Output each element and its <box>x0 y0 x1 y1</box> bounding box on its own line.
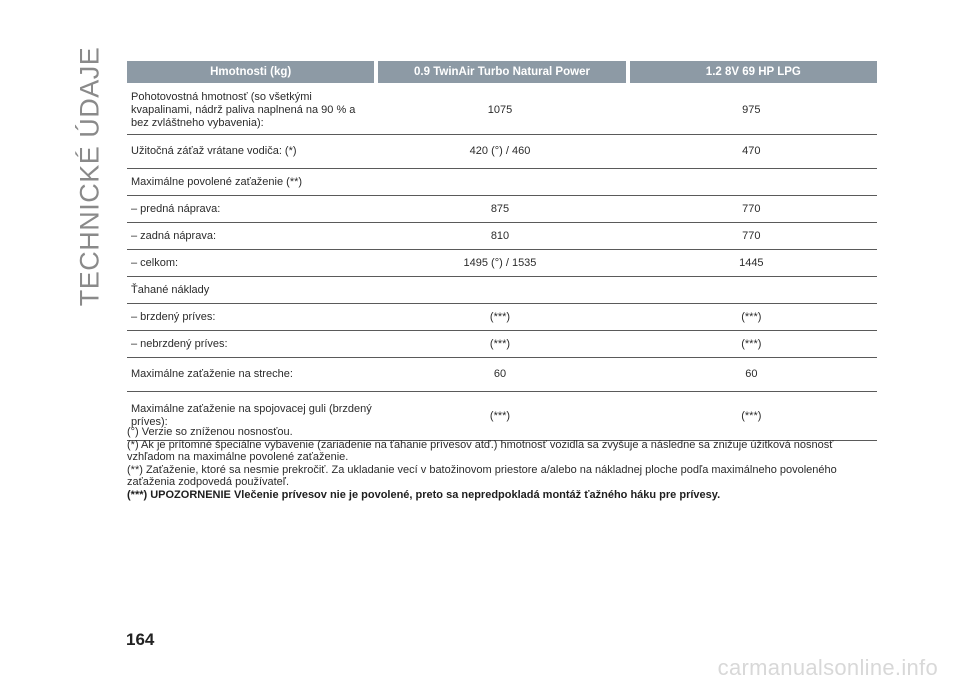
table-row <box>127 83 877 135</box>
header-twinair: 0.9 TwinAir Turbo Natural Power <box>378 61 625 83</box>
footnote: (*) Ak je prítomné špeciálne vybavenie (zariadenie na ťahanie prívesov atď.) hmotnosť vozidla sa zvyšuje a následne sa znižuje úžitková nosnosť vzhľadom na maximálne povolené zaťaženie. <box>127 438 834 463</box>
section-title-text: TECHNICKÉ ÚDAJE <box>74 46 105 306</box>
row-value-twinair <box>374 277 625 304</box>
table-row <box>127 277 877 304</box>
watermark: carmanualsonline.info <box>717 655 938 680</box>
row-value-lpg: 60 <box>626 358 877 392</box>
row-value-twinair: (***) <box>374 304 625 331</box>
weights-table <box>127 61 877 441</box>
row-value-lpg: 770 <box>626 196 877 223</box>
row-label: – zadná náprava: <box>127 223 374 250</box>
row-value-twinair: (***) <box>374 392 625 441</box>
row-value-lpg: 975 <box>626 83 877 135</box>
row-value-twinair: 420 (°) / 460 <box>374 135 625 169</box>
table-row <box>127 250 877 277</box>
row-value-lpg <box>626 169 877 196</box>
row-value-twinair: 875 <box>374 196 625 223</box>
row-value-lpg: 1445 <box>626 250 877 277</box>
row-value-twinair: 1075 <box>374 83 625 135</box>
row-label: – celkom: <box>127 250 374 277</box>
row-label: Užitočná záťaž vrátane vodiča: (*) <box>127 135 374 169</box>
row-value-twinair: 1495 (°) / 1535 <box>374 250 625 277</box>
row-label: Pohotovostná hmotnosť (so všetkými kvapalinami, nádrž paliva naplnená na 90 % a bez zvláštneho vybavenia): <box>127 83 374 135</box>
row-value-twinair <box>374 169 625 196</box>
row-value-lpg <box>626 277 877 304</box>
row-label: Maximálne zaťaženie na spojovacej guli (brzdený príves): <box>127 392 374 441</box>
header-lpg: 1.2 8V 69 HP LPG <box>630 61 877 83</box>
section-title-vertical <box>62 46 118 306</box>
row-value-lpg: (***) <box>626 304 877 331</box>
warning-note: (***) UPOZORNENIE Vlečenie prívesov nie je povolené, preto sa nepredpokladá montáž ťažného háku pre prívesy. <box>127 488 721 501</box>
table-row <box>127 223 877 250</box>
header-weights: Hmotnosti (kg) <box>127 61 374 83</box>
row-value-lpg: (***) <box>626 331 877 358</box>
table-row <box>127 135 877 169</box>
row-label: Ťahané náklady <box>127 277 374 304</box>
table-row <box>127 358 877 392</box>
table-row <box>127 169 877 196</box>
row-value-lpg: 470 <box>626 135 877 169</box>
row-label: Maximálne povolené zaťaženie (**) <box>127 169 374 196</box>
footnotes <box>127 426 882 501</box>
row-label: – brzdený príves: <box>127 304 374 331</box>
row-value-lpg: (***) <box>626 392 877 441</box>
row-value-twinair: 60 <box>374 358 625 392</box>
row-label: Maximálne zaťaženie na streche: <box>127 358 374 392</box>
row-value-twinair: 810 <box>374 223 625 250</box>
row-value-twinair: (***) <box>374 331 625 358</box>
table-header-row <box>127 61 877 83</box>
row-label: – nebrzdený príves: <box>127 331 374 358</box>
row-value-lpg: 770 <box>626 223 877 250</box>
table-row <box>127 196 877 223</box>
table-row <box>127 304 877 331</box>
page-number: 164 <box>126 630 155 649</box>
table-row <box>127 331 877 358</box>
footnote: (**) Zaťaženie, ktoré sa nesmie prekročiť. Za ukladanie vecí v batožinovom priestore a/alebo na nákladnej ploche podľa maximálneho povoleného zaťaženia zodpovedá používateľ. <box>127 463 837 488</box>
footnote: (°) Verzie so zníženou nosnosťou. <box>127 426 293 438</box>
row-label: – predná náprava: <box>127 196 374 223</box>
